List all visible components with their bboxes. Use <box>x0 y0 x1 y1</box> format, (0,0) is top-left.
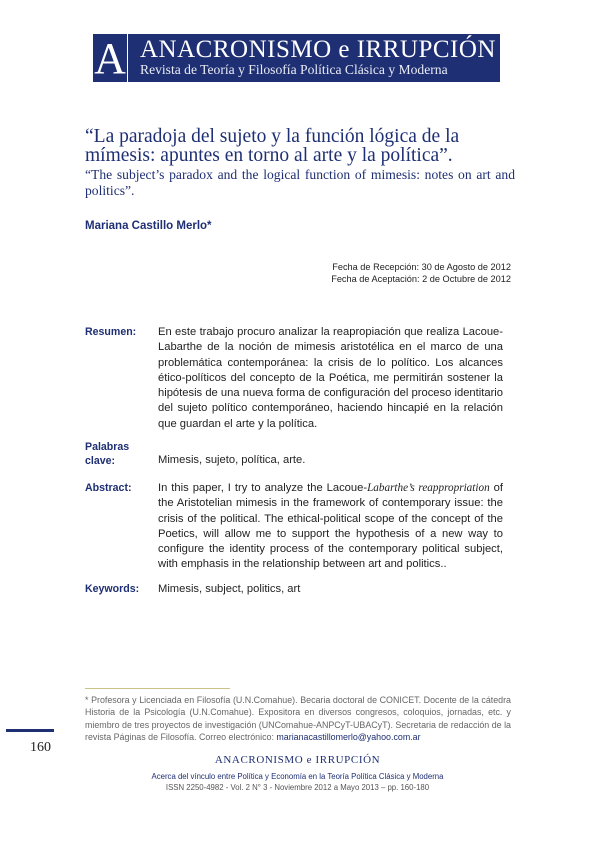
footer-issue-theme: Acerca del vínculo entre Política y Economía en la Teoría Política Clásica y Moderna <box>151 772 444 781</box>
abstract-label: Abstract: <box>85 482 132 494</box>
footnote-text: * Profesora y Licenciada en Filosofía (U.N.Comahue). Becaria doctoral de CONICET. Docente de la cátedra Historia de la Psicología (U.N.Comahue). Expositora en diversos congresos, coloquios, jornadas, etc. y miembro de tres proyectos de investigación (UNComahue-ANPCyT-UBACyT). Secretaria de redacción de la revista Páginas de Filosofía. Correo electrónico: <box>85 695 511 742</box>
footnote-email-link[interactable]: marianacastillomerlo@yahoo.com.ar <box>276 731 421 742</box>
accepted-date: Fecha de Aceptación: 2 de Octubre de 2012 <box>331 273 511 284</box>
journal-title: ANACRONISMO e IRRUPCIÓN <box>140 36 496 63</box>
footnote-divider <box>85 688 230 689</box>
submission-dates <box>300 262 511 285</box>
palabras-clave-text: Mimesis, sujeto, política, arte. <box>158 454 306 466</box>
resumen-label: Resumen: <box>85 326 137 338</box>
keywords-label: Keywords: <box>85 583 140 595</box>
article-title-english: “The subject’s paradox and the logical function of mimesis: notes on art and politics”. <box>85 167 515 198</box>
page-number: 160 <box>30 740 51 755</box>
footer-journal-title: ANACRONISMO e IRRUPCIÓN <box>214 754 381 766</box>
abstract-text-end: of the Aristotelian mimesis in the framework of contemporary issue: the crisis of the political. The ethical-political scope of the concept of the Poetics, will allow me to support the hypothesis of a new way to configure the identity process of the contemporary political subject, with emphasis in the relationship between art and politics.. <box>158 482 503 571</box>
abstract-text <box>158 481 503 573</box>
palabras-clave-label: Palabras clave: <box>85 441 130 467</box>
author-footnote <box>85 694 511 743</box>
resumen-text: En este trabajo procuro analizar la reapropiación que realiza Lacoue-Labarthe de la noción de mimesis aristotélica en el marco de una problemática contemporánea: la crisis de lo político. Los alcances ético-políticos del concepto de la Poética, me permitirán sostener la hipótesis de una nueva forma de configuración del proceso identitario del sujeto político contemporáneo, haciendo hincapié en la relación que guardan el arte y la política. <box>158 326 503 430</box>
received-date: Fecha de Recepción: 30 de Agosto de 2012 <box>332 262 511 272</box>
journal-subtitle: Revista de Teoría y Filosofía Política Clásica y Moderna <box>140 62 448 77</box>
footer-issn: ISSN 2250-4982 - Vol. 2 N° 3 - Noviembre 2012 a Mayo 2013 – pp. 160-180 <box>165 783 430 792</box>
author-name: Mariana Castillo Merlo* <box>85 220 212 232</box>
abstract-text-start: In this paper, I try to analyze the Lacoue- <box>158 482 368 494</box>
page-number-rule <box>6 729 54 732</box>
article-title-spanish: “La paradoja del sujeto y la función lógica de la mímesis: apuntes en torno al arte y la política”. <box>85 126 460 166</box>
journal-logo-letter: A <box>94 34 126 83</box>
abstract-text-italic: Labarthe’s reappropriation <box>367 482 490 494</box>
keywords-text: Mimesis, subject, politics, art <box>158 583 301 595</box>
